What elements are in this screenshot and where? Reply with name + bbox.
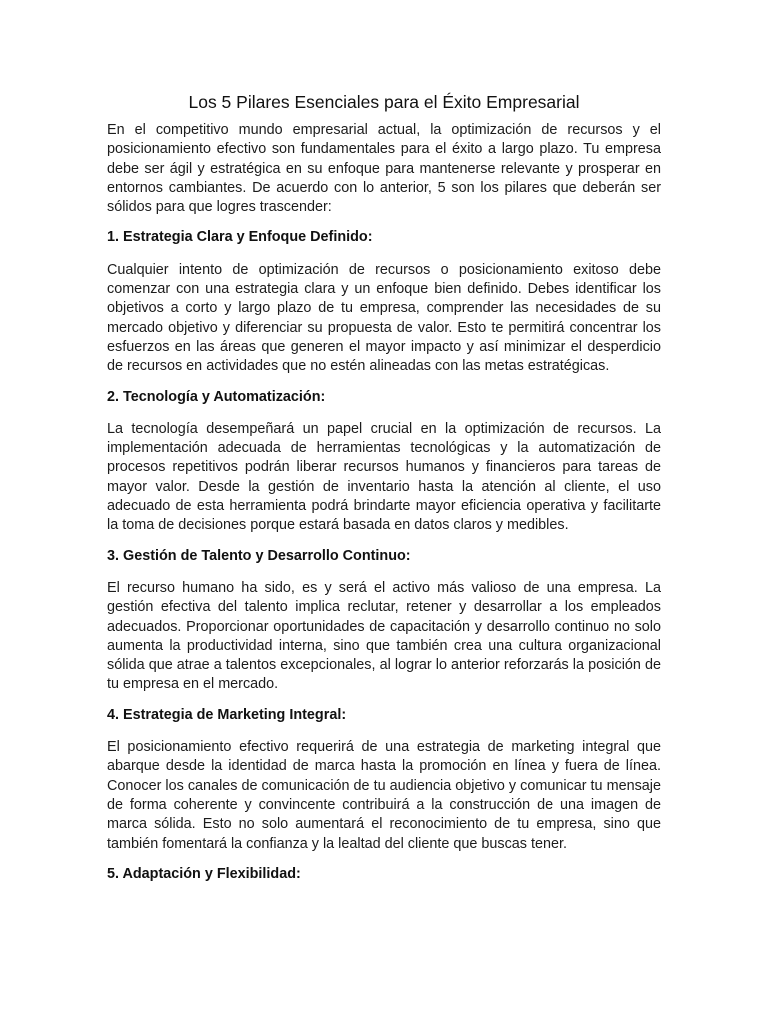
section-heading-4: 4. Estrategia de Marketing Integral: <box>107 706 347 723</box>
section-body-3: El recurso humano ha sido, es y será el activo más valioso de una empresa. La gestión efectiva del talento implica reclutar, retener y desarrollar a los empleados adecuados. Proporcionar oportunidades de capacitación y desarrollo continuo no solo aumenta la productividad interna, sino que también crea una cultura organizacional sólida que atrae a talentos excepcionales, al lograr lo anterior reforzarás la posición de tu empresa en el mercado. <box>107 579 661 693</box>
section-heading-2: 2. Tecnología y Automatización: <box>107 388 326 405</box>
intro-paragraph: En el competitivo mundo empresarial actual, la optimización de recursos y el posicionamiento efectivo son fundamentales para el éxito a largo plazo. Tu empresa debe ser ágil y estratégica en su enfoque para mantenerse relevante y prosperar en entornos cambiantes. De acuerdo con lo anterior, 5 son los pilares que deberán ser sólidos para que logres trascender: <box>107 122 661 216</box>
section-body-4: El posicionamiento efectivo requerirá de una estrategia de marketing integral que abarque desde la identidad de marca hasta la promoción en línea y fuera de línea. Conocer los canales de comunicación de tu audiencia objetivo y comunicar tu mensaje de forma coherente y convincente contribuirá a la construcción de una imagen de marca sólida. Esto no solo aumentará el reconocimiento de tu empresa, sino que también fomentará la confianza y la lealtad del cliente que buscas tener. <box>107 739 661 852</box>
section-body-1: Cualquier intento de optimización de recursos o posicionamiento exitoso debe comenzar con una estrategia clara y un enfoque bien definido. Debes identificar los objetivos a corto y largo plazo de tu empresa, comprender las necesidades de su mercado objetivo y diferenciar su propuesta de valor. Esto te permitirá concentrar los esfuerzos en las áreas que generen el mayor impacto y así minimizar el desperdicio de recursos en actividades que no estén alineadas con las metas estratégicas. <box>107 261 661 375</box>
document-title: Los 5 Pilares Esenciales para el Éxito Empresarial <box>188 92 580 112</box>
section-heading-5: 5. Adaptación y Flexibilidad: <box>107 865 301 882</box>
section-heading-3: 3. Gestión de Talento y Desarrollo Continuo: <box>107 547 411 564</box>
section-body-2: La tecnología desempeñará un papel crucial en la optimización de recursos. La implementación adecuada de herramientas tecnológicas y la automatización de procesos repetitivos podrán liberar recursos humanos y financieros para tareas de mayor valor. Desde la gestión de inventario hasta la atención al cliente, el uso adecuado de esta herramienta podrá brindarte mayor eficiencia operativa y facilitarte la toma de decisiones porque estará basada en datos claros y medibles. <box>107 420 661 534</box>
section-heading-1: 1. Estrategia Clara y Enfoque Definido: <box>107 229 373 246</box>
document-page <box>107 90 661 884</box>
